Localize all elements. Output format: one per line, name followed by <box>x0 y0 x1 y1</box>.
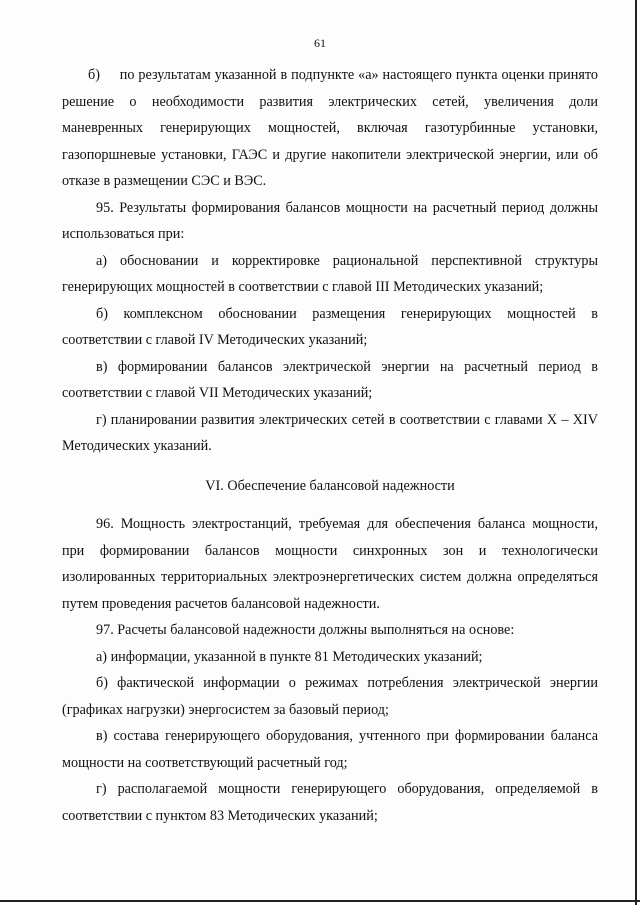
document-body <box>62 62 598 829</box>
page-number: 61 <box>314 36 326 50</box>
scan-edge-right <box>635 0 637 905</box>
list-item-v: в) формировании балансов электрической энергии на расчетный период в соответствии с главой VII Методических указаний; <box>62 358 598 401</box>
list-item-a: а) обосновании и корректировке рациональной перспективной структуры генерирующих мощностей в соответствии с главой III Методических указаний; <box>62 252 598 295</box>
list-item-b: б) фактической информации о режимах потребления электрической энергии (графиках нагрузки) энергосистем за базовый период; <box>62 675 598 718</box>
paragraph-97: 97. Расчеты балансовой надежности должны выполняться на основе: <box>96 622 515 638</box>
section-heading: VI. Обеспечение балансовой надежности <box>205 477 455 494</box>
list-item-a: а) информации, указанной в пункте 81 Методических указаний; <box>96 648 483 665</box>
list-item-v: в) состава генерирующего оборудования, учтенного при формировании баланса мощности на соответствующий расчетный год; <box>62 728 598 771</box>
list-item-g: г) располагаемой мощности генерирующего оборудования, определяемой в соответствии с пунктом 83 Методических указаний; <box>62 781 598 824</box>
paragraph-b-assessment: б) по результатам указанной в подпункте «а» настоящего пункта оценки принято решение о необходимости развития электрических сетей, увеличения доли маневренных генерирующих мощностей, включая газотурбинные установки, газопоршневые установки, ГАЭС и другие накопители электрической энергии, или об отказе в размещении СЭС и ВЭС. <box>62 67 598 189</box>
paragraph-95: 95. Результаты формирования балансов мощности на расчетный период должны использоваться при: <box>62 199 598 242</box>
list-item-b: б) комплексном обосновании размещения генерирующих мощностей в соответствии с главой IV Методических указаний; <box>62 305 598 348</box>
paragraph-96: 96. Мощность электростанций, требуемая для обеспечения баланса мощности, при формировании балансов мощности синхронных зон и технологически изолированных территориальных электроэнергетических систем должна определяться путем проведения расчетов балансовой надежности. <box>62 516 598 612</box>
list-item-g: г) планировании развития электрических сетей в соответствии с главами X – XIV Методических указаний. <box>62 411 598 454</box>
scan-edge-bottom <box>0 900 640 902</box>
